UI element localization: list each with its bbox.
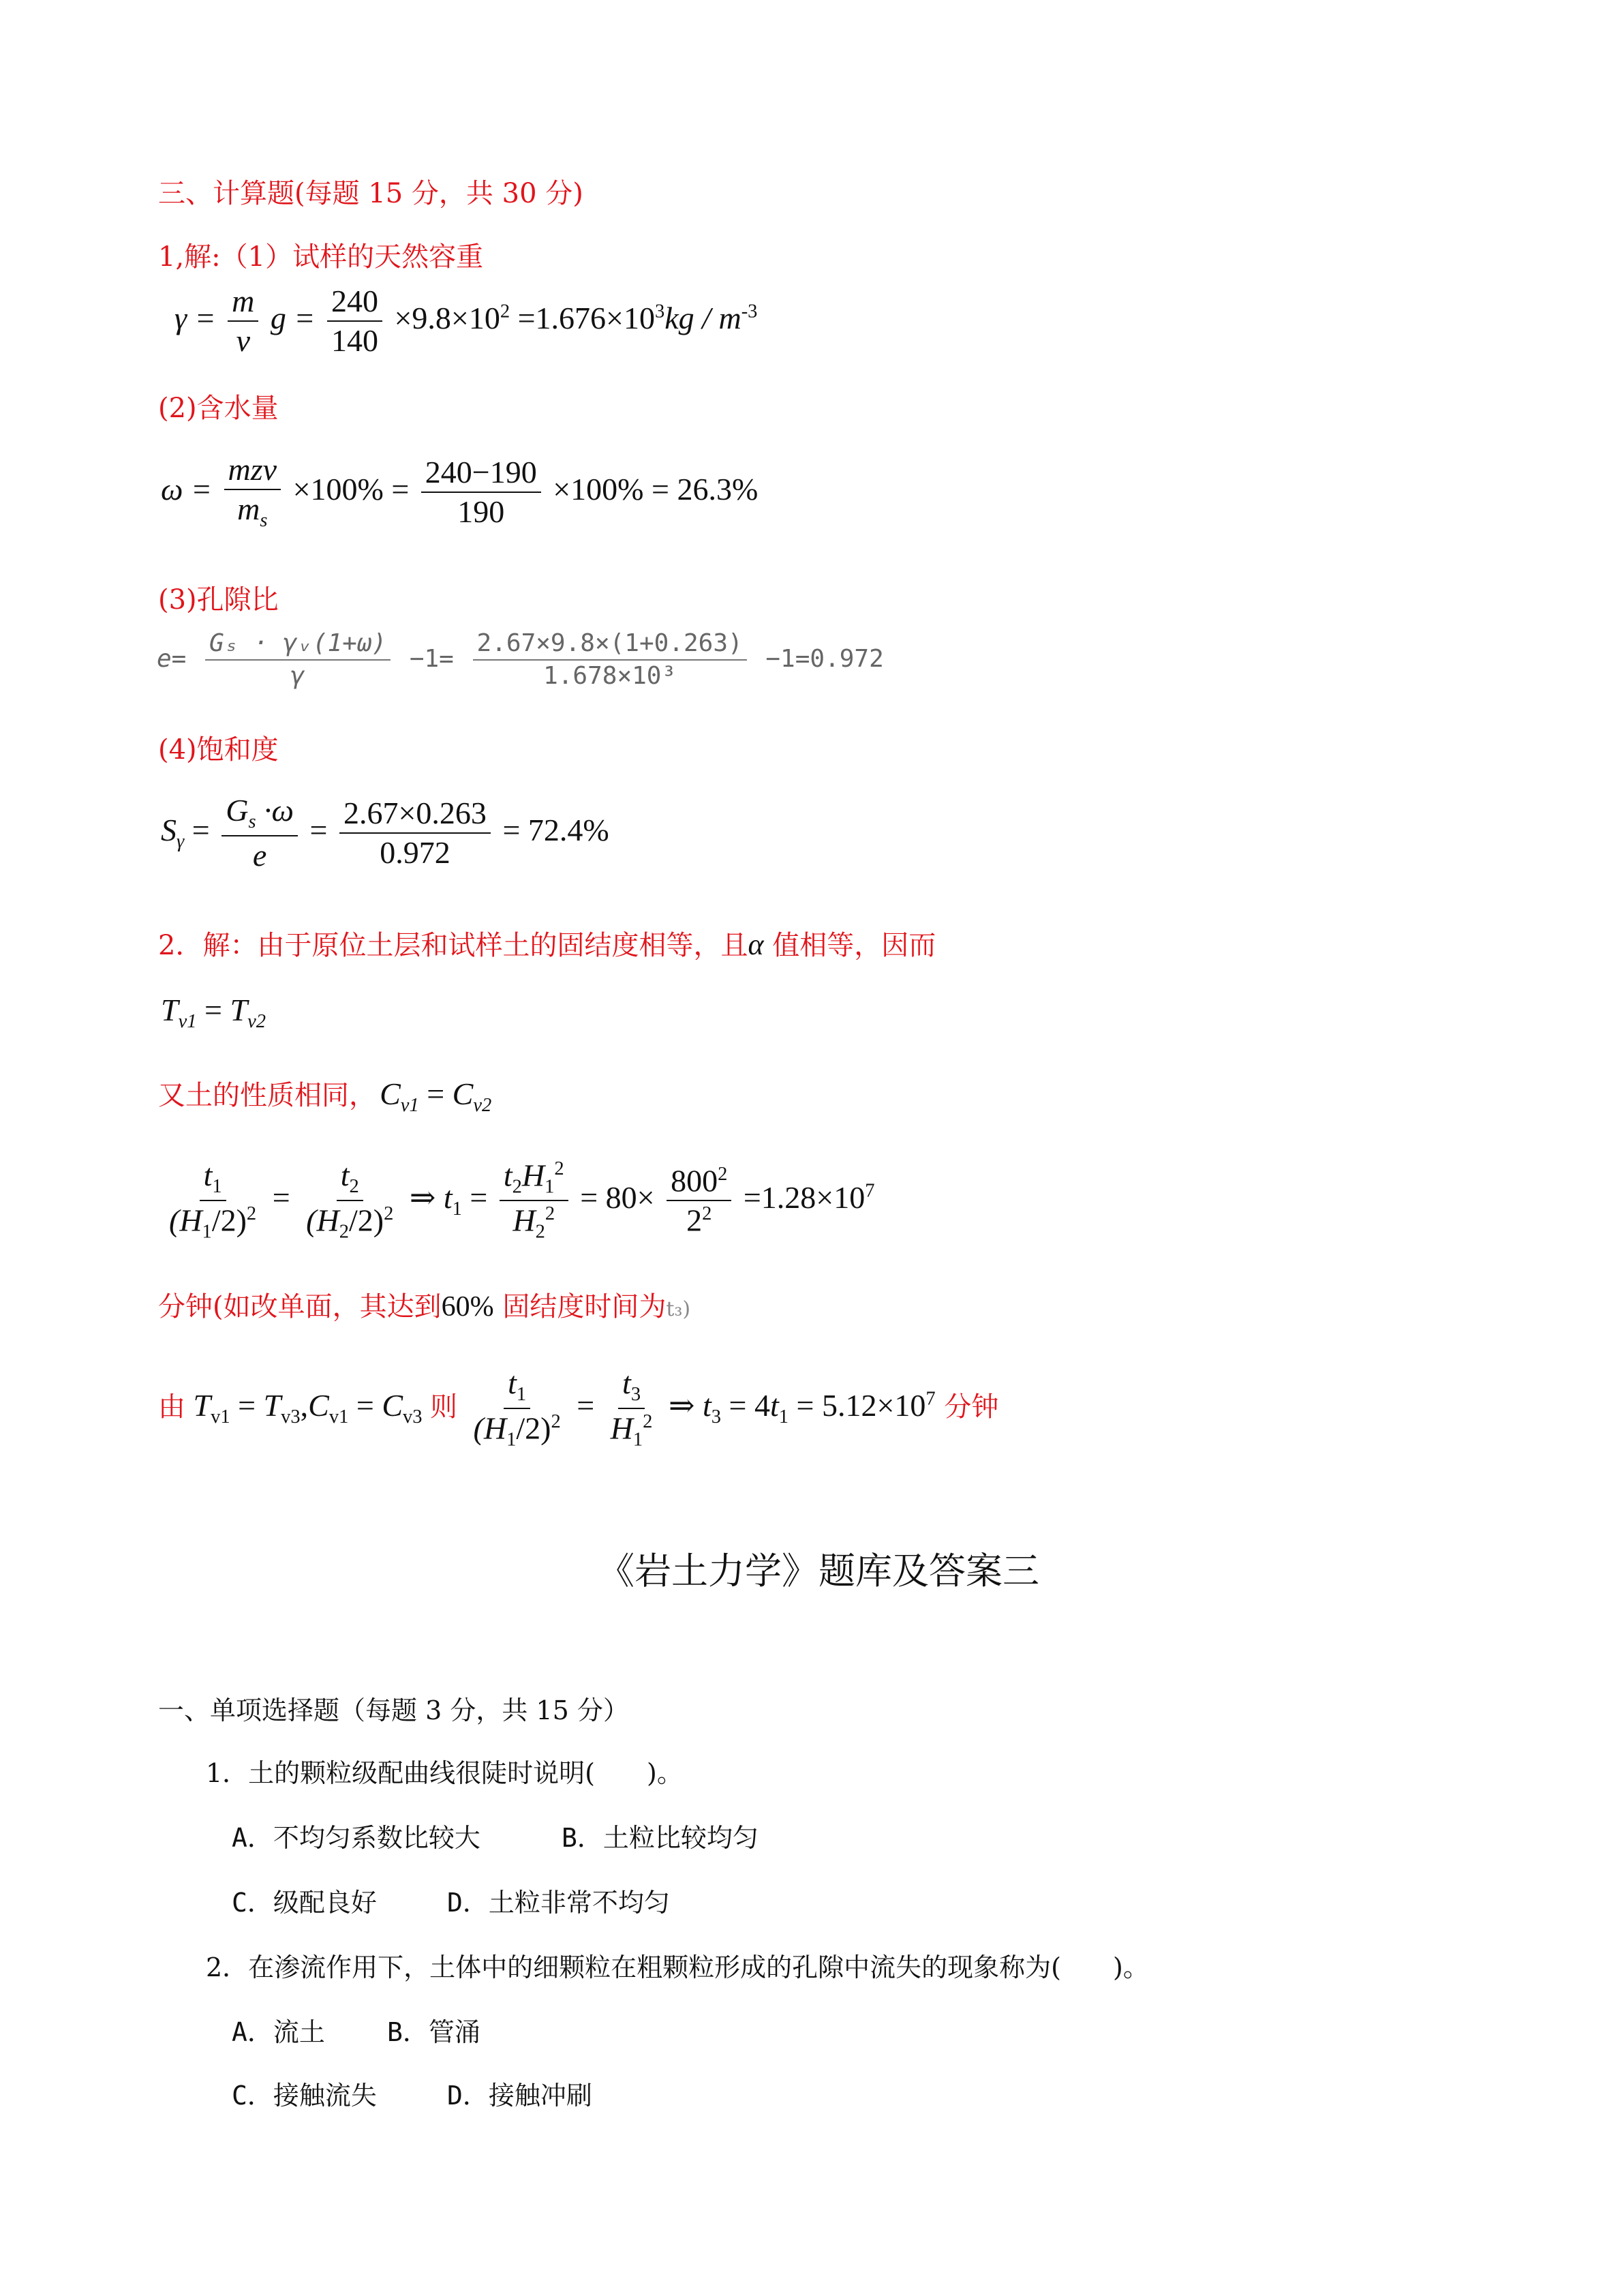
eq-symbol: C bbox=[308, 1387, 329, 1423]
option-a[interactable]: A．流土 bbox=[232, 2017, 325, 2047]
eq-exp: 2 bbox=[500, 301, 510, 322]
eq-num: 2.67×9.8×(1+0.263) bbox=[473, 631, 747, 661]
eq-symbol: t bbox=[443, 1180, 453, 1215]
option-d[interactable]: D．接触冲刷 bbox=[447, 2081, 592, 2111]
fraction bbox=[221, 794, 298, 872]
q2-intro bbox=[158, 924, 936, 963]
eq-sub: γ bbox=[177, 830, 185, 852]
eq-symbol: ω = bbox=[161, 471, 213, 507]
eq-sub: v2 bbox=[473, 1095, 492, 1117]
q2-intro-text: 2．解：由于原位土层和试样土的固结度相等，且 bbox=[158, 930, 748, 961]
eq-sub: 1 bbox=[545, 1176, 555, 1198]
eq-sub: 1 bbox=[632, 1429, 643, 1451]
eq-sub: 2 bbox=[512, 1176, 522, 1198]
eq-sub: v2 bbox=[247, 1011, 266, 1033]
eq-symbol: C bbox=[452, 1076, 474, 1111]
q2-equation-time-ratio bbox=[161, 1159, 875, 1243]
eq-num: mzv bbox=[224, 453, 281, 490]
eq-sub: v1 bbox=[400, 1095, 419, 1117]
q1-intro: 1,解:（1）试样的天然容重 bbox=[158, 241, 484, 273]
option-c[interactable]: C．级配良好 bbox=[232, 1888, 377, 1918]
eq-sub: 1 bbox=[202, 1221, 212, 1243]
option-a[interactable]: A．不均匀系数比较大 bbox=[232, 1823, 480, 1853]
eq-text: = 5.12×10 bbox=[789, 1387, 926, 1423]
eq-symbol: t bbox=[340, 1158, 350, 1193]
fraction bbox=[205, 631, 391, 689]
eq-exp: 2 bbox=[545, 1203, 555, 1225]
eq-text: ×100% = bbox=[292, 471, 410, 507]
eq-symbol: H bbox=[512, 1203, 536, 1238]
option-b[interactable]: B．土粒比较均匀 bbox=[562, 1823, 759, 1853]
eq-symbol: T bbox=[263, 1387, 281, 1423]
eq-exp: -3 bbox=[741, 301, 758, 322]
eq-unit: 分钟 bbox=[935, 1391, 999, 1423]
eq-text: 800 bbox=[671, 1163, 718, 1198]
eq-sub: 2 bbox=[339, 1221, 349, 1243]
eq-text: = bbox=[230, 1387, 264, 1423]
eq-text: /2) bbox=[211, 1203, 247, 1238]
eq-exp: 2 bbox=[643, 1411, 653, 1433]
eq-symbol: g = bbox=[270, 300, 316, 335]
eq-text: =1.28×10 bbox=[743, 1180, 866, 1215]
eq-text: = 80× bbox=[580, 1180, 655, 1215]
alpha-symbol: α bbox=[748, 928, 764, 961]
eq-sub: 2 bbox=[535, 1221, 545, 1243]
eq-symbol: (H bbox=[306, 1203, 339, 1238]
eq-symbol: S bbox=[161, 812, 177, 847]
eq-arrow: ⇒ bbox=[668, 1387, 703, 1423]
q2-line3-text: 固结度时间为 bbox=[493, 1291, 667, 1323]
percent-value: 60% bbox=[441, 1291, 494, 1323]
eq-den bbox=[165, 1201, 260, 1242]
eq-text: −1=0.972 bbox=[765, 644, 884, 673]
eq-symbol: (H bbox=[473, 1410, 507, 1446]
eq-den: v bbox=[236, 323, 250, 359]
eq-text: /2) bbox=[348, 1203, 384, 1238]
eq-num bbox=[221, 794, 298, 836]
fraction bbox=[165, 1159, 260, 1243]
eq-symbol: C bbox=[380, 1076, 401, 1111]
eq-text: , bbox=[300, 1387, 309, 1423]
fraction bbox=[327, 285, 382, 358]
eq-text: = bbox=[196, 993, 230, 1027]
q2-equation-single-drainage bbox=[158, 1367, 998, 1451]
eq-symbol: t bbox=[503, 1158, 512, 1193]
eq-num: 2.67×0.263 bbox=[339, 797, 491, 834]
question-2-options-row-2 bbox=[232, 2074, 592, 2112]
fraction bbox=[473, 631, 747, 689]
question-2-options-row-1 bbox=[232, 2011, 480, 2049]
eq-text: = bbox=[184, 812, 210, 847]
section-heading-single-choice: 一、单项选择题（每题 3 分，共 15 分） bbox=[158, 1695, 629, 1725]
eq-symbol: H bbox=[610, 1410, 633, 1446]
fraction bbox=[339, 797, 491, 870]
eq-symbol: C bbox=[382, 1387, 403, 1423]
eq-symbol: T bbox=[230, 993, 248, 1027]
eq-text: 2 bbox=[686, 1203, 703, 1238]
eq-sub: s bbox=[260, 510, 268, 532]
eq-exp: 2 bbox=[384, 1203, 394, 1225]
eq-num: Gₛ · γᵥ(1+ω) bbox=[205, 631, 391, 661]
eq-symbol: G bbox=[226, 793, 249, 828]
q1-sub3-label: (3)孔隙比 bbox=[158, 584, 279, 616]
eq-den bbox=[508, 1201, 559, 1242]
eq-text: = bbox=[309, 812, 328, 847]
option-d[interactable]: D．土粒非常不均匀 bbox=[447, 1888, 670, 1918]
eq-symbol: t bbox=[702, 1387, 711, 1423]
eq-text: ×100% = 26.3% bbox=[553, 471, 759, 507]
eq-den bbox=[682, 1201, 716, 1237]
option-b[interactable]: B．管涌 bbox=[387, 2017, 480, 2047]
eq-num bbox=[337, 1159, 363, 1201]
eq-sub: 2 bbox=[349, 1176, 359, 1198]
eq-symbol: t bbox=[508, 1365, 517, 1400]
eq-sub: v1 bbox=[328, 1406, 349, 1428]
q2-line2-text: 又土的性质相同， bbox=[158, 1080, 376, 1111]
eq-sub: 1 bbox=[778, 1406, 789, 1428]
eq-exp: 2 bbox=[718, 1163, 728, 1185]
eq-exp: 7 bbox=[865, 1180, 875, 1202]
q1-sub2-label: (2)含水量 bbox=[158, 393, 279, 424]
eq-symbol: m bbox=[237, 492, 260, 527]
eq-den: 140 bbox=[331, 323, 378, 359]
q1-equation-saturation bbox=[161, 794, 609, 872]
eq-text: = bbox=[272, 1180, 290, 1215]
eq-symbol: T bbox=[193, 1387, 211, 1423]
eq-den: 0.972 bbox=[380, 835, 450, 871]
eq-den: γ bbox=[290, 661, 305, 690]
eq-then: 则 bbox=[430, 1391, 458, 1423]
eq-sub: 1 bbox=[212, 1176, 222, 1198]
eq-den: e bbox=[252, 838, 267, 873]
eq-symbol: t bbox=[203, 1158, 213, 1193]
eq-text: = bbox=[461, 1180, 488, 1215]
eq-symbol: H bbox=[521, 1158, 545, 1193]
q2-equation-cv bbox=[380, 1076, 492, 1117]
q2-line3-tail: t₃) bbox=[666, 1297, 691, 1321]
eq-prefix: 由 bbox=[158, 1391, 185, 1423]
eq-den bbox=[470, 1409, 565, 1450]
eq-symbol: e= bbox=[157, 644, 187, 673]
fraction bbox=[500, 1159, 568, 1243]
eq-symbol: t bbox=[769, 1387, 779, 1423]
eq-sub: v1 bbox=[178, 1011, 197, 1033]
eq-symbol: t bbox=[622, 1365, 631, 1400]
q2-equation-time-factor bbox=[161, 992, 266, 1033]
eq-text: = 72.4% bbox=[502, 812, 609, 847]
eq-sub: v3 bbox=[281, 1406, 301, 1428]
question-1-options-row-1 bbox=[232, 1817, 759, 1854]
fraction bbox=[470, 1367, 565, 1451]
fraction bbox=[421, 456, 541, 529]
eq-num bbox=[618, 1367, 645, 1409]
eq-den bbox=[302, 1201, 397, 1242]
eq-arrow: ⇒ bbox=[409, 1180, 436, 1215]
eq-text: = bbox=[348, 1387, 382, 1423]
eq-den: 1.678×10³ bbox=[543, 661, 677, 690]
q2-line2 bbox=[158, 1074, 491, 1117]
q2-line3-text: 分钟(如改单面，其达到 bbox=[158, 1291, 442, 1323]
q1-equation-void-ratio bbox=[157, 631, 884, 689]
q1-equation-unit-weight bbox=[174, 285, 757, 358]
question-1-stem: 1．土的颗粒级配曲线很陡时说明( )。 bbox=[206, 1758, 683, 1788]
page-title: 《岩土力学》题库及答案三 bbox=[598, 1550, 1039, 1592]
q1-equation-water-content bbox=[161, 453, 758, 531]
eq-sub: s bbox=[248, 811, 256, 833]
eq-num bbox=[200, 1159, 226, 1201]
eq-exp: 2 bbox=[554, 1158, 564, 1179]
eq-symbol: γ = bbox=[174, 300, 216, 335]
q2-intro-text: 值相等，因而 bbox=[763, 930, 936, 961]
eq-sub: v3 bbox=[403, 1406, 423, 1428]
fraction bbox=[228, 285, 258, 358]
eq-sub: 3 bbox=[711, 1406, 722, 1428]
fraction bbox=[302, 1159, 397, 1243]
eq-exp: 2 bbox=[551, 1411, 561, 1433]
eq-text: ×9.8×10 bbox=[394, 300, 500, 335]
fraction bbox=[667, 1164, 731, 1237]
fraction bbox=[224, 453, 281, 531]
q2-line3 bbox=[158, 1285, 690, 1324]
eq-den bbox=[233, 490, 271, 531]
eq-text: /2) bbox=[516, 1410, 551, 1446]
eq-sub: 1 bbox=[506, 1429, 517, 1451]
question-1-options-row-2 bbox=[232, 1882, 670, 1919]
q1-sub4-label: (4)饱和度 bbox=[158, 734, 279, 766]
eq-exp: 2 bbox=[246, 1203, 257, 1225]
eq-sub: 3 bbox=[630, 1384, 641, 1406]
eq-text: = bbox=[577, 1387, 602, 1423]
eq-den bbox=[607, 1409, 657, 1450]
eq-exp: 3 bbox=[655, 301, 665, 322]
eq-sub: v1 bbox=[211, 1406, 230, 1428]
eq-exp: 7 bbox=[925, 1388, 936, 1410]
calc-section-heading: 三、计算题(每题 15 分，共 30 分) bbox=[158, 178, 583, 209]
eq-text: −1= bbox=[409, 644, 454, 673]
eq-text: = 4 bbox=[721, 1387, 770, 1423]
eq-unit: kg / m bbox=[664, 300, 741, 335]
eq-symbol: (H bbox=[169, 1203, 202, 1238]
eq-num: 240 bbox=[327, 285, 382, 322]
eq-num bbox=[500, 1159, 568, 1201]
eq-symbol: ·ω bbox=[256, 793, 294, 828]
eq-num: 240−190 bbox=[421, 456, 541, 493]
fraction bbox=[607, 1367, 657, 1451]
eq-text: = bbox=[418, 1076, 453, 1111]
option-c[interactable]: C．接触流失 bbox=[232, 2081, 377, 2111]
eq-exp: 2 bbox=[702, 1203, 712, 1225]
eq-symbol: T bbox=[161, 993, 179, 1027]
eq-num: m bbox=[228, 285, 258, 322]
eq-den: 190 bbox=[457, 494, 505, 530]
eq-sub: 1 bbox=[452, 1198, 462, 1220]
eq-sub: 1 bbox=[516, 1384, 527, 1406]
eq-text: =1.676×10 bbox=[510, 300, 655, 335]
eq-num bbox=[667, 1164, 731, 1202]
eq-num bbox=[504, 1367, 530, 1409]
question-2-stem: 2．在渗流作用下，土体中的细颗粒在粗颗粒形成的孔隙中流失的现象称为( )。 bbox=[206, 1952, 1149, 1982]
